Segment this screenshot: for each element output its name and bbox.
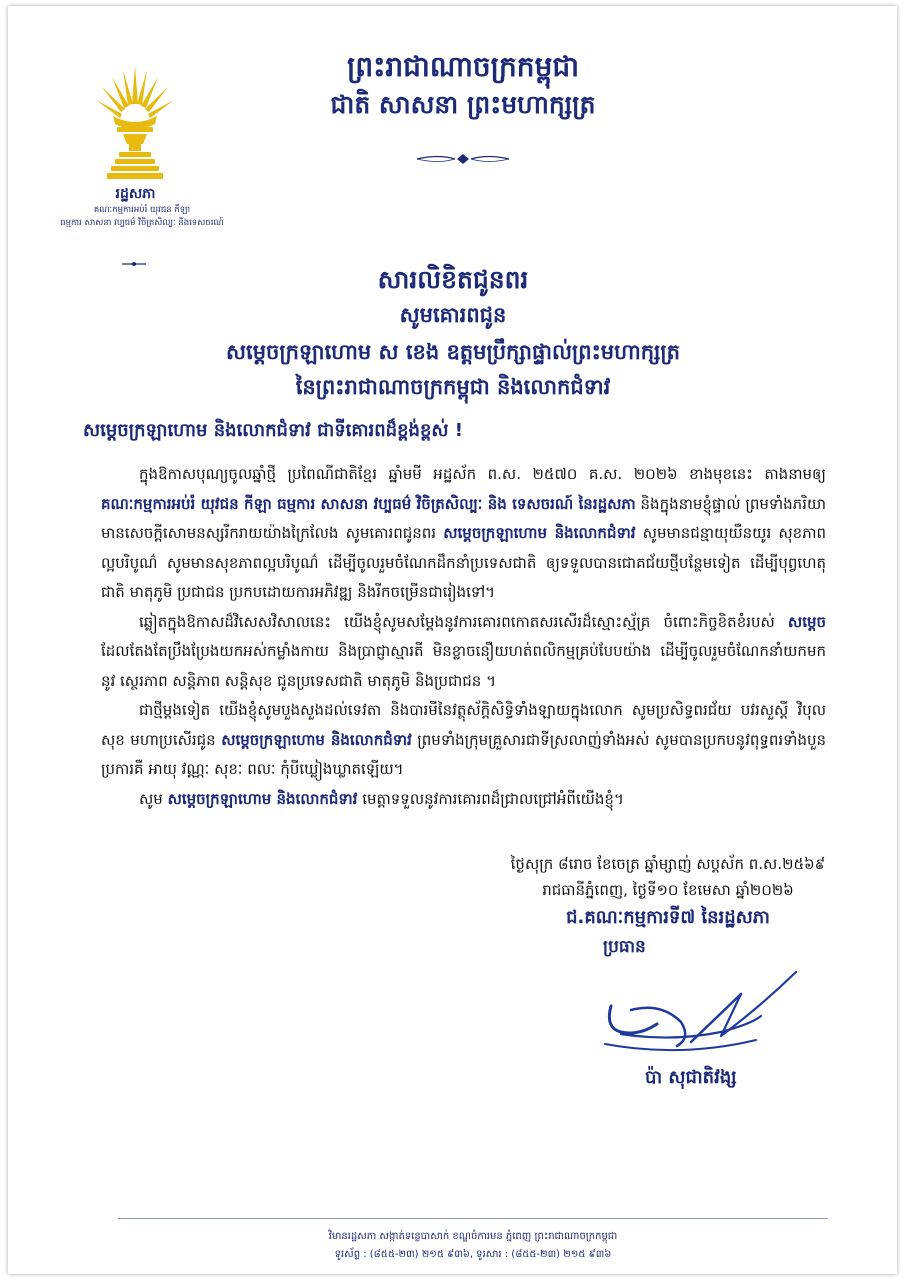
recipient-line-2: នៃព្រះរាជាណាចក្រកម្ពុជា និងលោកជំទាវ <box>295 375 611 399</box>
decorative-ornament-icon <box>413 150 513 162</box>
letter-page <box>8 6 897 1274</box>
paragraph-2 <box>101 608 826 697</box>
letter-body <box>101 460 826 814</box>
signer-name: ប៉ា សុជាតិវង្ស <box>645 1067 737 1088</box>
paragraph-1-text-e: សូមមានជន្មាយុយឺនយូរ សុខភាពល្អបរិបូណ៌ សូមមានសុខភាពល្អបរិបូណ៌ ដើម្បីចូលរួមចំណែកដឹកនាំប្រទេសជាតិ ឲ្យទទួលបានជោគជ័យថ្មីបន្ថែមទៀត ដើម្បីបុព្វហេតុជាតិ មាតុភូមិ ប្រជាជន ប្រកបដោយការអភិវឌ្ឍ និងរីកចម្រើនជារៀងទៅ។ <box>101 524 826 601</box>
commission-line-2: ធម្មការ សាសនា វប្បធម៌ វិចិត្រសិល្បៈ និងទេសចរណ៍ <box>60 218 224 228</box>
paragraph-1-text-a: ក្នុងឱកាសបុណ្យចូលឆ្នាំថ្មី ប្រពៃណីជាតិខ្មែរ ឆ្នាំមមី អដ្ឋស័ក ព.ស. ២៥៧០ គ.ស. ២០២៦ ខាងមុខនេះ តាងនាមឲ្យ <box>139 465 826 483</box>
lunar-date: ថ្ងៃសុក្រ ៨រោច ខែចេត្រ ឆ្នាំម្សាញ់ សប្តស័ក ព.ស.២៥៦៩ <box>510 855 826 873</box>
paragraph-2-text-a: ឆ្លៀតក្នុងឱកាសដ៏វិសេសវិសាលនេះ យើងខ្ញុំសូមសម្តែងនូវការគោរពកោតសរសើរដ៏ស្មោះស្ម័គ្រ ចំពោះកិច្ចខិតខំរបស់ <box>139 612 788 631</box>
paragraph-1-text-c: និងក្នុងនាមខ្ញុំផ្ទាល់ ព្រមទាំងភរិយា មានសេចក្តីសោមនស្សរីករាយយ៉ាងក្រៃលែង សូមគោរពជូនពរ <box>101 494 826 542</box>
handwritten-signature <box>591 966 806 1061</box>
footer-address: វិមានរដ្ឋសភា សង្កាត់ទន្លេបាសាក់ ខណ្ឌចំការមន ភ្នំពេញ ព្រះរាជាណាចក្រកម្ពុជា <box>328 1231 618 1242</box>
addressee-emphasis: សម្តេចក្រឡាហោម និងលោកជំទាវ <box>443 524 636 542</box>
paragraph-4 <box>101 785 826 815</box>
senate-emblem-icon <box>93 64 177 194</box>
addressee-emphasis: សម្តេចក្រឡាហោម និងលោកជំទាវ <box>167 789 358 808</box>
salutation: សម្តេចក្រឡាហោម និងលោកជំទាវ ជាទីគោរពដ៏ខ្ពង់ខ្ពស់ ! <box>83 420 463 441</box>
senate-name: រដ្ឋសភា <box>115 186 156 202</box>
paragraph-4-text-a: សូម <box>139 789 168 808</box>
signatory-committee: ជ.គណៈកម្មការទី៧ នៃរដ្ឋសភា <box>566 907 770 928</box>
national-motto: ជាតិ សាសនា ព្រះមហាក្សត្រ <box>330 90 596 119</box>
commission-line-1: គណៈកម្មការអប់រំ យុវជន កីឡា <box>93 205 191 215</box>
addressee-emphasis: សម្តេចក្រឡាហោម និងលោកជំទាវ <box>221 730 412 749</box>
recipient-line-1: សម្តេចក្រឡាហោម ស ខេង ឧត្តមប្រឹក្សាផ្ទាល់ព្រះមហាក្សត្រ <box>226 340 680 364</box>
paragraph-1 <box>101 460 826 608</box>
footer-contact: ទូរស័ព្ទ : (៨៥៥-២៣) ២១៥ ៩៣៦, ទូរសារ : (៨៥៥-២៣) ២១៥ ៩៣៦ <box>334 1249 612 1260</box>
paragraph-3 <box>101 696 826 785</box>
paragraph-3-text-c: ព្រមទាំងក្រុមគ្រួសារជាទីស្រលាញ់ទាំងអស់ សូមបានប្រកបនូវពុទ្ធពរទាំងបួនប្រការគឺ អាយុ វណ្ណៈ សុខៈ ពលៈ កុំបីឃ្លៀងឃ្លាតឡើយ។ <box>101 730 827 778</box>
signatory-role: ប្រធាន <box>603 937 646 957</box>
paragraph-4-text-c: មេត្តាទទួលនូវការគោរពដ៏ជ្រាលជ្រៅអំពីយើងខ្ញុំ។ <box>357 789 624 808</box>
letter-subtitle: សូមគោរពជូន <box>399 303 507 327</box>
committee-name: គណៈកម្មការអប់រំ យុវជន កីឡា ធម្មការ សាសនា វប្បធម៌ វិចិត្រសិល្បៈ និង ទេសចរណ៍ នៃរដ្ឋសភា <box>101 494 636 513</box>
letter-title: សារលិខិតជូនពរ <box>377 265 529 294</box>
footer-divider <box>118 1218 828 1219</box>
small-ornament-icon <box>120 254 148 264</box>
paragraph-3-text-a: ជាថ្មីម្តងទៀត យើងខ្ញុំសូមបួងសួងដល់ទេវតា និងបារមីនៃវត្ថុស័ក្តិសិទ្ធិទាំងឡាយក្នុងលោក សូមប្រសិទ្ធពរជ័យ បវរសួស្តី វិបុលសុខ មហាប្រសើរជូន <box>101 701 826 749</box>
paragraph-2-text-c: ដែលតែងតែប្រឹងប្រែងយកអស់កម្លាំងកាយ និងប្រាជ្ញាស្មារតី មិនខ្លាចនឿយហត់ពលិកម្មគ្រប់បែបយ៉ាង ដើម្បីចូលរួមចំណែកនាំយកមកនូវ ស្ថេរភាព សន្តិភាព សន្តិសុខ ជូនប្រទេសជាតិ មាតុភូមិ និងប្រជាជន ។ <box>101 642 826 690</box>
solar-date: រាជធានីភ្នំពេញ, ថ្ងៃទី១០ ខែមេសា ឆ្នាំ២០២៦ <box>542 881 794 899</box>
kingdom-title: ព្រះរាជាណាចក្រកម្ពុជា <box>346 50 579 83</box>
addressee-emphasis: សម្តេច <box>787 612 826 631</box>
